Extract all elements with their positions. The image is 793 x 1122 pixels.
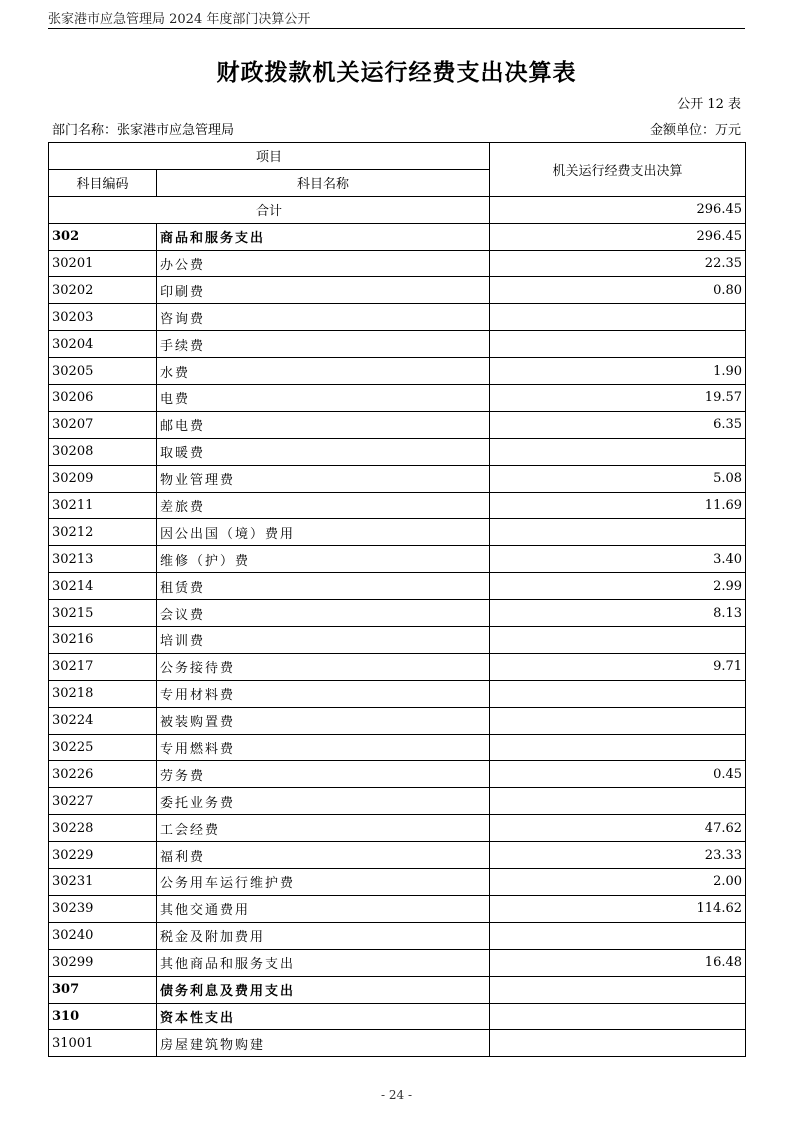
page-header: 张家港市应急管理局 2024 年度部门决算公开: [48, 12, 311, 27]
row-amount: [490, 788, 746, 815]
row-name: 劳务费: [157, 761, 490, 788]
row-code: 30226: [49, 761, 157, 788]
column-header-item: 项目: [49, 143, 490, 170]
department-name: 部门名称：张家港市应急管理局: [52, 123, 235, 138]
row-name: 租赁费: [157, 573, 490, 600]
row-amount: 8.13: [490, 600, 746, 627]
row-code: 30240: [49, 922, 157, 949]
table-row: [49, 653, 746, 680]
table-row: [49, 976, 746, 1003]
row-amount: 296.45: [490, 223, 746, 250]
row-name: 专用燃料费: [157, 734, 490, 761]
row-code: 30229: [49, 842, 157, 869]
table-row: [49, 223, 746, 250]
row-name: 公务用车运行维护费: [157, 869, 490, 896]
row-amount: 22.35: [490, 250, 746, 277]
table-row: [49, 707, 746, 734]
total-label: 合计: [49, 196, 490, 223]
header-divider: [48, 28, 745, 29]
row-code: 30213: [49, 546, 157, 573]
table-row: [49, 492, 746, 519]
column-header-amount: 机关运行经费支出决算: [490, 143, 746, 197]
table-row: [49, 842, 746, 869]
row-name: 办公费: [157, 250, 490, 277]
row-code: 30212: [49, 519, 157, 546]
table-row: [49, 385, 746, 412]
row-code: 30218: [49, 680, 157, 707]
table-number: 公开 12 表: [677, 97, 741, 112]
row-code: 30239: [49, 895, 157, 922]
row-amount: [490, 304, 746, 331]
row-code: 30214: [49, 573, 157, 600]
row-name: 房屋建筑物购建: [157, 1030, 490, 1057]
row-amount: 9.71: [490, 653, 746, 680]
table-row: [49, 519, 746, 546]
row-code: 30201: [49, 250, 157, 277]
row-name: 公务接待费: [157, 653, 490, 680]
row-name: 取暖费: [157, 438, 490, 465]
table-row: [49, 949, 746, 976]
row-name: 培训费: [157, 627, 490, 654]
row-name: 其他商品和服务支出: [157, 949, 490, 976]
table-row: [49, 331, 746, 358]
row-code: 30231: [49, 869, 157, 896]
row-code: 30225: [49, 734, 157, 761]
row-name: 专用材料费: [157, 680, 490, 707]
row-amount: [490, 627, 746, 654]
row-amount: [490, 680, 746, 707]
row-amount: 1.90: [490, 358, 746, 385]
table-row: [49, 1030, 746, 1057]
row-amount: 19.57: [490, 385, 746, 412]
row-name: 税金及附加费用: [157, 922, 490, 949]
row-code: 307: [49, 976, 157, 1003]
column-header-code: 科目编码: [49, 169, 157, 196]
table-row: [49, 304, 746, 331]
row-amount: [490, 922, 746, 949]
table-row: [49, 680, 746, 707]
row-amount: 2.00: [490, 869, 746, 896]
table-row: [49, 600, 746, 627]
row-name: 其他交通费用: [157, 895, 490, 922]
row-code: 30209: [49, 465, 157, 492]
row-amount: [490, 519, 746, 546]
row-amount: [490, 1003, 746, 1030]
table-row: [49, 922, 746, 949]
table-row: [49, 895, 746, 922]
row-amount: 16.48: [490, 949, 746, 976]
row-amount: 5.08: [490, 465, 746, 492]
row-code: 30206: [49, 385, 157, 412]
table-row: [49, 815, 746, 842]
page-number: - 24 -: [380, 1088, 412, 1102]
row-code: 30227: [49, 788, 157, 815]
total-row: [49, 196, 746, 223]
row-name: 因公出国（境）费用: [157, 519, 490, 546]
row-name: 会议费: [157, 600, 490, 627]
row-amount: [490, 1030, 746, 1057]
row-amount: 11.69: [490, 492, 746, 519]
row-code: 31001: [49, 1030, 157, 1057]
row-code: 30211: [49, 492, 157, 519]
row-name: 被装购置费: [157, 707, 490, 734]
row-name: 物业管理费: [157, 465, 490, 492]
row-code: 30203: [49, 304, 157, 331]
table-row: [49, 250, 746, 277]
row-code: 30224: [49, 707, 157, 734]
row-code: 30208: [49, 438, 157, 465]
table-row: [49, 734, 746, 761]
table-row: [49, 411, 746, 438]
column-header-name: 科目名称: [157, 169, 490, 196]
row-name: 债务利息及费用支出: [157, 976, 490, 1003]
table-row: [49, 1003, 746, 1030]
table-row: [49, 573, 746, 600]
row-name: 委托业务费: [157, 788, 490, 815]
row-amount: 3.40: [490, 546, 746, 573]
row-amount: [490, 331, 746, 358]
row-name: 手续费: [157, 331, 490, 358]
row-code: 30299: [49, 949, 157, 976]
table-row: [49, 465, 746, 492]
table-row: [49, 869, 746, 896]
row-name: 维修（护）费: [157, 546, 490, 573]
row-name: 工会经费: [157, 815, 490, 842]
row-code: 30207: [49, 411, 157, 438]
row-name: 印刷费: [157, 277, 490, 304]
table-row: [49, 761, 746, 788]
row-code: 30228: [49, 815, 157, 842]
row-name: 差旅费: [157, 492, 490, 519]
row-amount: 114.62: [490, 895, 746, 922]
row-amount: 0.80: [490, 277, 746, 304]
row-amount: [490, 734, 746, 761]
row-code: 30205: [49, 358, 157, 385]
row-code: 30217: [49, 653, 157, 680]
table-row: [49, 358, 746, 385]
table-row: [49, 788, 746, 815]
expense-table: [48, 142, 746, 1057]
row-name: 资本性支出: [157, 1003, 490, 1030]
row-amount: 23.33: [490, 842, 746, 869]
row-code: 30202: [49, 277, 157, 304]
row-name: 咨询费: [157, 304, 490, 331]
table-row: [49, 546, 746, 573]
row-name: 商品和服务支出: [157, 223, 490, 250]
row-amount: [490, 976, 746, 1003]
row-code: 30204: [49, 331, 157, 358]
row-amount: [490, 707, 746, 734]
row-code: 302: [49, 223, 157, 250]
row-name: 邮电费: [157, 411, 490, 438]
row-amount: 6.35: [490, 411, 746, 438]
row-amount: 0.45: [490, 761, 746, 788]
row-name: 电费: [157, 385, 490, 412]
row-name: 水费: [157, 358, 490, 385]
total-amount: 296.45: [490, 196, 746, 223]
row-amount: 2.99: [490, 573, 746, 600]
table-row: [49, 277, 746, 304]
row-code: 310: [49, 1003, 157, 1030]
row-name: 福利费: [157, 842, 490, 869]
row-code: 30216: [49, 627, 157, 654]
amount-unit: 金额单位：万元: [649, 123, 741, 138]
header-row-1: [49, 143, 746, 170]
table-row: [49, 438, 746, 465]
row-code: 30215: [49, 600, 157, 627]
table-row: [49, 627, 746, 654]
row-amount: 47.62: [490, 815, 746, 842]
page-title: 财政拨款机关运行经费支出决算表: [216, 59, 577, 86]
row-amount: [490, 438, 746, 465]
